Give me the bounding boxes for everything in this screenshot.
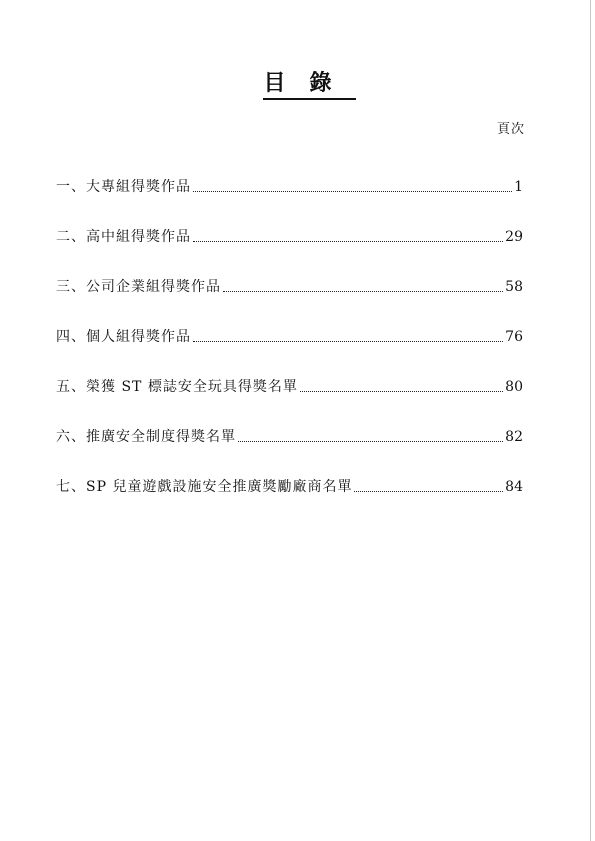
toc-entry[interactable]	[56, 246, 523, 296]
toc-entry[interactable]	[56, 346, 523, 396]
toc-entry-page: 1	[514, 179, 523, 195]
toc-title-text: 目錄	[263, 70, 355, 100]
toc-entry-label: 三、公司企業組得獎作品	[56, 279, 221, 295]
toc-entry-page: 84	[505, 479, 523, 495]
dot-leader	[238, 441, 503, 442]
dot-leader	[193, 191, 512, 192]
toc-entry-page: 82	[505, 429, 523, 445]
dot-leader	[223, 291, 503, 292]
toc-entry-page: 29	[505, 229, 523, 245]
page-column-label: 頁次	[497, 122, 526, 137]
toc-entry[interactable]	[56, 446, 523, 496]
dot-leader	[193, 341, 503, 342]
toc-entry-label: 七、SP 兒童遊戲設施安全推廣獎勵廠商名單	[56, 479, 353, 495]
page-edge-line	[590, 0, 591, 841]
toc-entry[interactable]	[56, 296, 523, 346]
toc-entry[interactable]	[56, 146, 523, 196]
table-of-contents	[56, 146, 523, 496]
dot-leader	[193, 241, 503, 242]
dot-leader	[300, 391, 503, 392]
toc-entry-page: 76	[505, 329, 523, 345]
toc-entry[interactable]	[56, 196, 523, 246]
toc-entry-label: 六、推廣安全制度得獎名單	[56, 429, 236, 445]
toc-entry-page: 80	[505, 379, 523, 395]
dot-leader	[354, 491, 503, 492]
toc-entry-label: 一、大專組得獎作品	[56, 179, 191, 195]
toc-entry-label: 二、高中組得獎作品	[56, 229, 191, 245]
toc-title	[0, 66, 595, 97]
toc-entry-page: 58	[505, 279, 523, 295]
toc-entry-label: 四、個人組得獎作品	[56, 329, 191, 345]
toc-entry[interactable]	[56, 396, 523, 446]
toc-entry-label: 五、榮獲 ST 標誌安全玩具得獎名單	[56, 379, 298, 395]
